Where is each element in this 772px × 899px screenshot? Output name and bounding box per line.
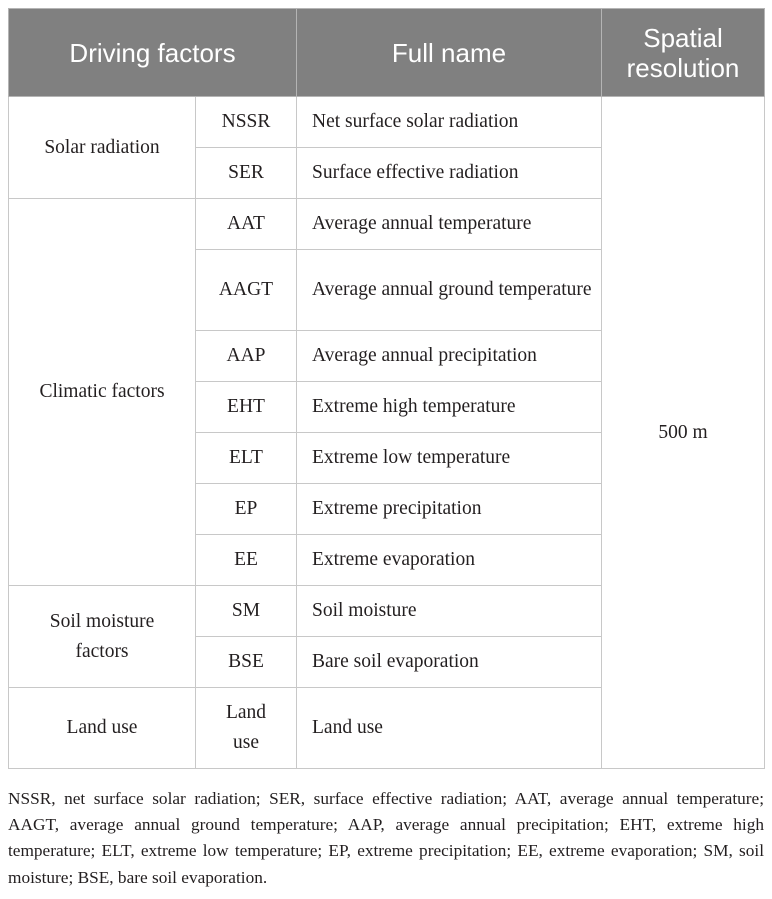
full-name-cell: Average annual temperature — [297, 199, 602, 250]
abbreviation-cell: AAGT — [196, 250, 297, 331]
table-row — [9, 97, 765, 148]
driving-factors-table — [8, 8, 765, 769]
header-spatial-resolution: Spatial resolution — [602, 9, 765, 97]
abbreviation-cell: EE — [196, 535, 297, 586]
abbreviation-label: Land use — [225, 702, 267, 753]
abbreviation-cell — [196, 688, 297, 769]
abbreviation-cell: EHT — [196, 382, 297, 433]
table-header-row — [9, 9, 765, 97]
abbreviation-cell: AAP — [196, 331, 297, 382]
header-driving-factors: Driving factors — [9, 9, 297, 97]
factor-group-cell: Climatic factors — [9, 199, 196, 586]
abbreviation-cell: SER — [196, 148, 297, 199]
full-name-cell: Extreme high temperature — [297, 382, 602, 433]
full-name-cell: Average annual precipitation — [297, 331, 602, 382]
full-name-cell: Average annual ground temperature — [297, 250, 602, 331]
full-name-cell: Bare soil evaporation — [297, 637, 602, 688]
full-name-cell: Extreme precipitation — [297, 484, 602, 535]
full-name-cell: Net surface solar radiation — [297, 97, 602, 148]
factor-group-cell: Solar radiation — [9, 97, 196, 199]
full-name-cell: Extreme evaporation — [297, 535, 602, 586]
full-name-cell: Extreme low temperature — [297, 433, 602, 484]
abbreviation-cell: SM — [196, 586, 297, 637]
abbreviation-cell: ELT — [196, 433, 297, 484]
factor-group-cell: Land use — [9, 688, 196, 769]
table-footnote: NSSR, net surface solar radiation; SER, surface effective radiation; AAT, average annual temperature; AAGT, average annual ground temperature; AAP, average annual precipitation; EHT, extreme high temperature; ELT, extreme low temperature; EP, extreme precipitation; EE, extreme evaporation; SM, soil moisture; BSE, bare soil evaporation. — [8, 789, 764, 887]
full-name-cell: Surface effective radiation — [297, 148, 602, 199]
abbreviation-cell: NSSR — [196, 97, 297, 148]
abbreviation-cell: EP — [196, 484, 297, 535]
resolution-cell: 500 m — [602, 97, 765, 769]
factor-group-label: Soil moisture factors — [49, 610, 155, 662]
abbreviation-cell: AAT — [196, 199, 297, 250]
full-name-cell: Soil moisture — [297, 586, 602, 637]
full-name-cell: Land use — [297, 688, 602, 769]
header-full-name: Full name — [297, 9, 602, 97]
abbreviation-cell: BSE — [196, 637, 297, 688]
factor-group-cell — [9, 586, 196, 688]
